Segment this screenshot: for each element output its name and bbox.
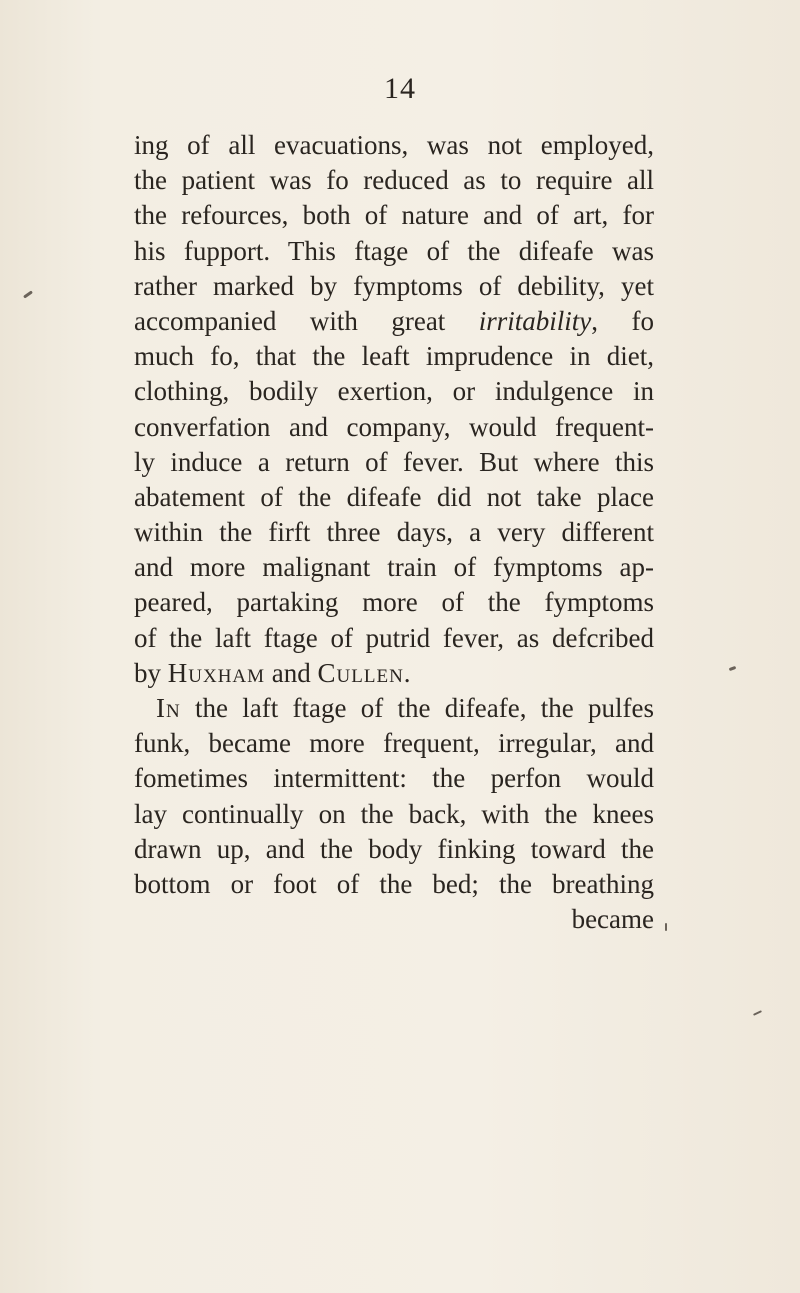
text-line [134,656,654,691]
text-line: ing of all evacuations, was not employed, [134,130,654,160]
text-line: the refources, both of nature and of art, for [134,200,654,231]
text-line: rather marked by fymptoms of debility, yet [134,270,654,301]
text-line: within the firft three days, a very different [134,517,654,548]
text-line: converfation and company, would frequent- [134,411,654,442]
text-line: drawn up, and the body finking toward the [134,833,654,864]
text-line: funk, became more frequent, irregular, and [134,728,654,759]
text-line: his fupport. This ftage of the difeafe was [134,235,654,266]
text-line: peared, partaking more of the fymptoms [134,587,654,618]
paper-speck [665,923,667,931]
body-text [134,128,654,937]
paragraph-opening-word: In [156,693,181,723]
text-line: the patient was fo reduced as to require all [134,165,654,196]
paper-speck [729,666,737,671]
text-line: lay continually on the back, with the knees [134,798,654,829]
text-line: and more malignant train of fymptoms ap- [134,552,654,583]
text-segment: and [265,657,318,688]
text-segment: the laft ftage of the difeafe, the pulfes [180,693,654,723]
text-line: clothing, bodily exertion, or indulgence in [134,376,654,407]
text-segment: by [134,657,168,688]
text-line: abatement of the difeafe did not take place [134,481,654,512]
text-line: bottom or foot of the bed; the breathing [134,868,654,899]
author-name: Cullen [317,657,404,688]
catchword: became [571,904,654,935]
text-line: of the laft ftage of putrid fever, as defcribed [134,622,654,653]
text-line: ly induce a return of fever. But where this [134,446,654,477]
text-line: fometimes intermittent: the perfon would [134,763,654,794]
author-name: Huxham [167,657,266,688]
text-line [134,304,654,339]
paper-speck [753,1010,762,1016]
paper-speck [23,290,33,298]
text-segment: , fo [591,305,654,336]
text-segment: accompanied with great [134,305,479,336]
page-number: 14 [384,72,416,105]
paragraph-start-line [134,691,654,726]
text-line: much fo, that the leaft imprudence in diet, [134,341,654,372]
text-segment: . [403,657,411,688]
italic-emphasis: irritability [478,305,592,336]
